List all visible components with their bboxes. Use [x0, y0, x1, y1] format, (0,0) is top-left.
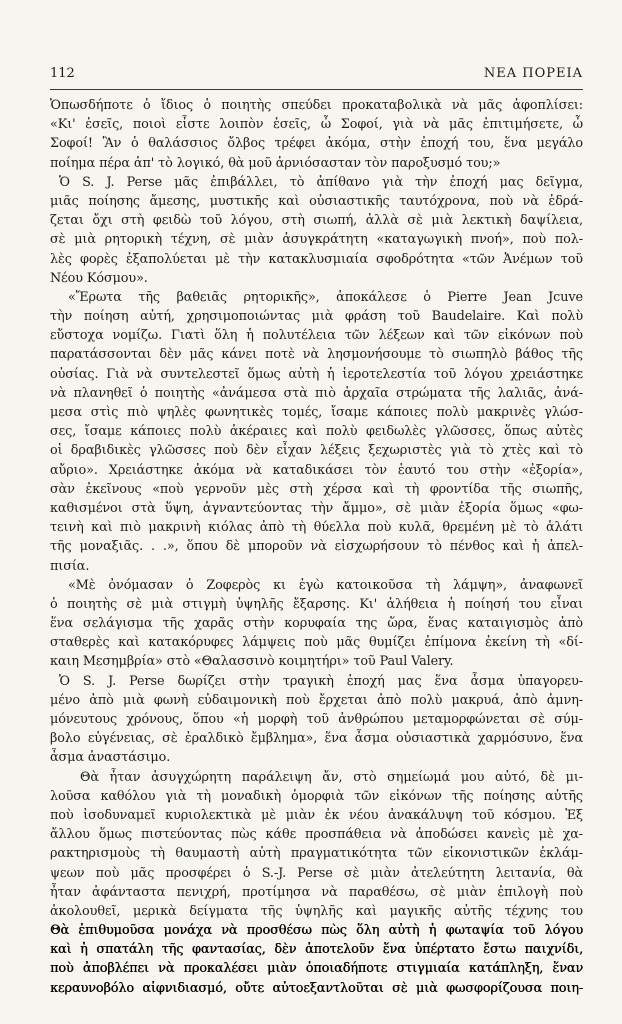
text-line: σὲ μιὰ ρητορικὴ τέχνη, σὲ μιὰν ἀσυγκράτητη «καταγωγικὴ πνοή», ποὺ πολ- [50, 232, 583, 248]
text-line: Θὰ ἦταν ἀσυγχώρητη παράλειψη ἄν, στὸ σημείωμά μου αὐτό, δὲ μι- [80, 769, 583, 785]
text-line: παρατάσσονται δὲν μᾶς κάνει ποτὲ νὰ λησμονήσουμε τὸ σιωπηλὸ βάθος τῆς [50, 347, 583, 363]
text-line: Ὁ S. J. Perse μᾶς ἐπιβάλλει, τὸ ἀπίθανο γιὰ τὴν ἐποχή μας δεῖγμα, [59, 174, 583, 190]
text-line: Ὁπωσδήποτε ὁ ἴδιος ὁ ποιητὴς σπεύδει προκαταβολικὰ νὰ μᾶς ἀφοπλίσει: [50, 98, 583, 113]
paragraph-5 [50, 672, 583, 768]
text-line: βολο εὐγένειας, σὲ ἐραλδικὸ ἔμβλημα», ἕνα ἆσμα οὐσιαστικὰ χαρμόσυνο, ἕνα [50, 731, 583, 747]
body-text [50, 96, 583, 998]
text-line: ποὺ ἰσοδυναμεῖ κυριολεκτικὰ μὲ μιὰν ἐκ νέου ἀνακάλυψη τοῦ κόσμου. Ἐξ [50, 807, 583, 823]
text-line: ἦταν ἀφάνταστα πενιχρή, προτίμησα νὰ παραθέσω, σὲ μιὰν ἐπιλογὴ ποὺ [50, 884, 583, 900]
text-line: ἆσμα ἀναστάσιμο. [50, 750, 171, 766]
text-line: μόνευτους χρόνους, ὅπου «ἡ μορφὴ τοῦ ἀνθρώπου μεταμορφώνεται σὲ σύμ- [50, 712, 583, 727]
text-line: ἀκολουθεῖ, μερικὰ δείγματα τῆς ὑψηλῆς καὶ μαγικῆς αὐτῆς τέχνης του [50, 903, 583, 919]
text-line: ποίημα πέρα ἀπ' τὸ λογικό, θὰ μοῦ ἀρνιόσασταν τὸν παροξυσμό του;» [50, 155, 501, 171]
text-line: ἄλλου ὅμως πιστεύοντας πὼς κάθε προσπάθεια νὰ ἀποδώσει κανεὶς μὲ χα- [50, 827, 583, 843]
text-line: νὰ πλανηθεῖ ὁ ποιητὴς «ἀνάμεσα στὰ πιὸ ἀρχαῖα στρώματα τῆς λαλιᾶς, ἀνά- [50, 385, 583, 401]
text-line: καὶ ἡ σπατάλη τῆς φαντασίας, δὲν ἀποτελοῦν ἕνα ὑπέρτατο ἔστω παιχνίδι, [50, 942, 583, 958]
paragraph-3 [50, 288, 583, 576]
text-line: «Κι' ἐσεῖς, ποιοὶ εἶστε λοιπὸν ἐσεῖς, ὦ Σοφοί, γιὰ νὰ μᾶς ἐπιτιμήσετε, ὦ [50, 117, 583, 133]
paragraph-6 [50, 768, 583, 998]
text-line: τεινὴ καὶ πιὸ μακρινὴ κιόλας ἀπὸ τὴ θύελλα ποὺ κυλᾶ, θρεμένη μὲ τὸ ἁλάτι [50, 520, 583, 536]
text-line: «Μὲ ὀνόμασαν ὁ Ζοφερὸς κι ἐγὼ κατοικοῦσα τὴ λάμψη», ἀναφωνεῖ [68, 577, 583, 593]
paragraph-2 [50, 173, 583, 288]
text-line: τῆς μοναξιᾶς. . .», ὅπου δὲ μποροῦν νὰ εἰσχωρήσουν τὸ πένθος καὶ ἡ ἀπελ- [50, 539, 583, 555]
text-line: «Ἔρωτα τῆς βαθειᾶς ρητορικῆς», ἀποκάλεσε ὁ Pierre Jean Jcuve [68, 289, 583, 305]
text-line: τὴν ποίηση αὐτή, χρησιμοποιώντας μιὰ φράση τοῦ Baudelaire. Καὶ πολὺ [50, 309, 583, 325]
text-line: ἕνα σελάγισμα τῆς χαρᾶς στὴν κορυφαία της ὥρα, ἕνας καταιγισμὸς ἀπὸ [50, 616, 583, 632]
text-line: μένο ἀπὸ μιὰ φωνὴ εὐδαιμονικὴ ποὺ ἔρχεται ἀπὸ πολὺ μακρυά, ἀπὸ ἀμνη- [50, 692, 583, 708]
text-line: καθισμένοι στὰ ὕψη, ἀγναντεύοντας τὴν ἄμμο», σὲ μιὰν ἐξορία ὅμως «φω- [50, 500, 583, 516]
text-line: Θὰ ἐπιθυμοῦσα μονάχα νὰ προσθέσω πὼς ὅλη αὐτὴ ἡ φωταψία τοῦ λόγου [50, 923, 583, 939]
text-line: σες, ἴσαμε κάποιες πολὺ ἀκέραιες καὶ πολὺ φειδωλὲς γλῶσσες, ὅπως αὐτὲς [50, 424, 583, 440]
text-line: σταθερὲς καὶ κατακόρυφες λάμψεις ποὺ μᾶς θυμίζει ἐπίμονα ἐκείνη τὴ «δί- [50, 635, 583, 651]
text-line: ψεων ποὺ μᾶς προσφέρει ὁ S.-J. Perse σὲ μιὰν ἀτελεύτητη λειτανία, θὰ [50, 865, 583, 881]
text-line: αὔριο». Χρειάστηκε ἀκόμα νὰ καταδικάσει τὸν ἑαυτό του στὴν «ἐξορία», [50, 462, 583, 478]
journal-title: ΝΕΑ ΠΟΡΕΙΑ [483, 66, 583, 81]
text-line: εὔστοχα νομίζω. Γιατὶ ὅλη ἡ πολυτέλεια τῶν λέξεων καὶ τῶν εἰκόνων ποὺ [50, 328, 583, 344]
text-line: ρακτηρισμοὺς τὴ θαυμαστὴ αὐτὴ πραγματικότητα τῶν εἰκονιστικῶν ἐκλάμ- [50, 846, 583, 862]
text-line: λὲς φορὲς ἐξαπολύεται μὲ τὴν κατακλυσμιαία σφοδρότητα «τῶν Ἀνέμων τοῦ [50, 251, 583, 267]
page-number: 112 [50, 66, 75, 81]
text-line: καιη Μεσημβρία» στὸ «Θαλασσινὸ κοιμητήρι» τοῦ Paul Valery. [50, 654, 454, 670]
text-line: Σοφοί! Ἂν ὁ θαλάσσιος ὄλβος τρέφει ἀκόμα, στὴν ἐποχή του, ἕνα μεγάλο [50, 136, 583, 152]
header-rule [50, 89, 583, 90]
text-line: σὰν ἐκεῖνους «ποὺ γερνοῦν μὲς στὴ χέρσα καὶ τὴ φροντίδα τῆς σιωπῆς, [50, 481, 583, 497]
text-line: μεσα στὶς πιὸ ψηλὲς φωνητικὲς τομές, ἴσαμε κάποιες πολὺ μακρινὲς γλώσ- [50, 405, 583, 420]
paragraph-4 [50, 576, 583, 672]
text-line: ποὺ ἀποβλέπει νὰ προκαλέσει μιὰν ὁποιαδήποτε στιγμιαία κατάπληξη, ἕναν [50, 961, 583, 977]
text-line: πισία. [50, 558, 90, 574]
text-line: μιᾶς ποίησης ἄμεσης, μυστικῆς καὶ οὐσιαστικῆς ταυτόχρονα, ποὺ νὰ ἑδρά- [50, 193, 583, 209]
text-line: λοῦσα καθόλου γιὰ τὴ μοναδικὴ ὁμορφιὰ τῶν εἰκόνων τῆς ποίησης αὐτῆς [50, 788, 583, 804]
running-header [50, 64, 583, 84]
text-line: ζεται ὄχι στὴ φειδὼ τοῦ λόγου, στὴ σιωπή, ἀλλὰ σὲ μιὰ λεκτικὴ δαψίλεια, [50, 213, 583, 229]
text-line: ὁ ποιητὴς σὲ μιὰ στιγμὴ ὑψηλῆς ἔξαρσης. Κι' ἀλήθεια ἡ ποίησή του εἶναι [50, 596, 583, 612]
text-line: Νέου Κόσμου». [50, 270, 148, 286]
paragraph-1 [50, 96, 583, 173]
text-line: οἱ δραβιδικὲς γλῶσσες ποὺ δὲν εἶχαν λέξεις ξεχωριστὲς γιὰ τὸ χτὲς καὶ τὸ [50, 443, 583, 459]
text-line: Ὁ S. J. Perse δωρίζει στὴν τραγικὴ ἐποχή μας ἕνα ἆσμα ὑπαγορευ- [59, 673, 583, 689]
text-line: κεραυνοβόλο αἰφνιδιασμό, οὔτε αὐτοεξαντλοῦται σὲ μιὰ φωσφορίζουσα ποιη- [50, 980, 583, 996]
text-line: οὐσίας. Γιὰ νὰ συντελεστεῖ ὅμως αὐτὴ ἡ ἱεροτελεστία τοῦ λόγου χρειάστηκε [50, 366, 583, 382]
